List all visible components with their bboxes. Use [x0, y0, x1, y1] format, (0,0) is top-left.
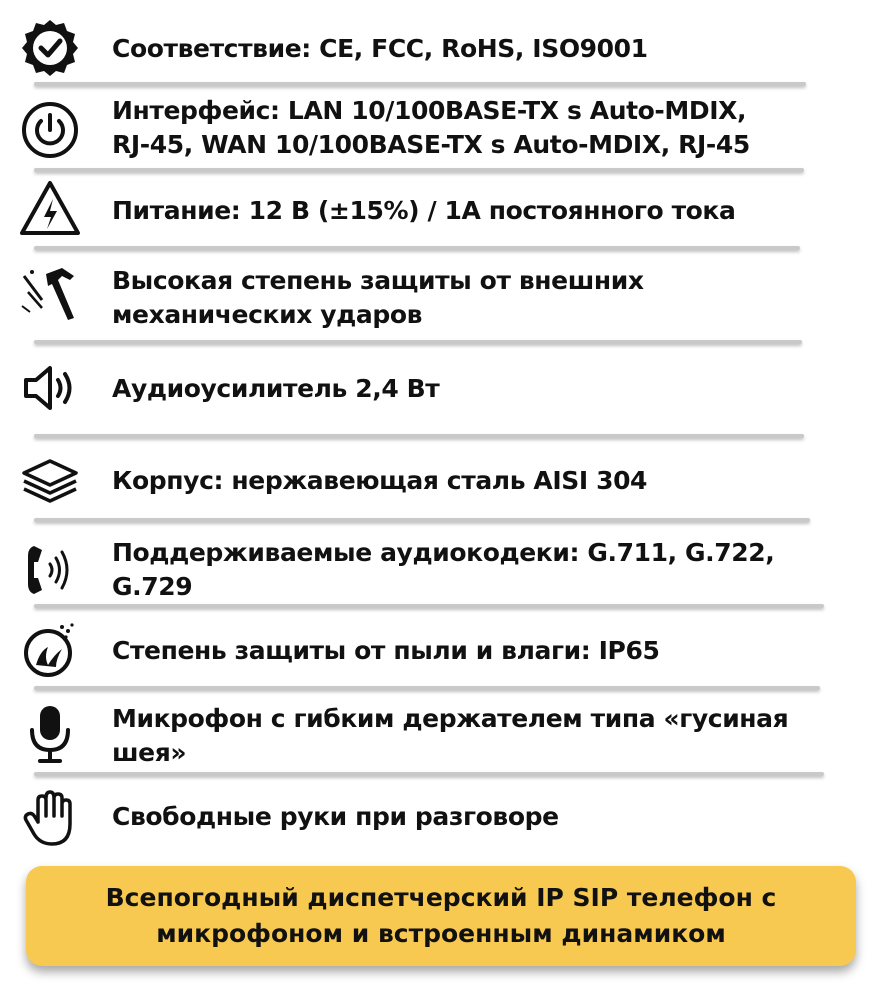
- hammer-impact-icon: [18, 262, 82, 326]
- divider: [34, 434, 804, 438]
- banner-text: микрофоном и встроенным динамиком: [156, 919, 726, 948]
- feature-text: Аудиоусилитель 2,4 Вт: [112, 374, 440, 403]
- certified-check-icon: [18, 16, 82, 80]
- divider: [34, 518, 810, 522]
- divider: [34, 340, 802, 344]
- feature-text: Высокая степень защиты от внешних: [112, 266, 644, 295]
- high-voltage-warning-icon: [18, 177, 82, 241]
- feature-text: Микрофон с гибким держателем типа «гусиная: [112, 704, 789, 733]
- feature-text: RJ-45, WAN 10/100BASE-TX s Auto-MDIX, RJ-45: [112, 130, 750, 159]
- feature-text: Свободные руки при разговоре: [112, 802, 559, 831]
- feature-text: Степень защиты от пыли и влаги: IP65: [112, 636, 660, 665]
- banner-text: Всепогодный диспетчерский IP SIP телефон с: [105, 883, 777, 912]
- hand-icon: [18, 786, 82, 850]
- product-title-banner: [26, 866, 856, 966]
- layers-icon: [18, 449, 82, 513]
- microphone-icon: [18, 702, 82, 766]
- feature-text: механических ударов: [112, 300, 423, 329]
- divider: [34, 168, 804, 172]
- feature-text: G.729: [112, 572, 193, 601]
- divider: [34, 686, 820, 690]
- feature-text: Корпус: нержавеющая сталь AISI 304: [112, 466, 648, 495]
- divider: [34, 772, 824, 776]
- divider: [34, 604, 824, 608]
- divider: [34, 82, 806, 86]
- dust-water-protection-icon: [18, 617, 82, 681]
- feature-text: Соответствие: CE, FCC, RoHS, ISO9001: [112, 34, 648, 63]
- feature-text: Питание: 12 В (±15%) / 1А постоянного тока: [112, 196, 736, 225]
- divider: [34, 246, 800, 250]
- power-icon: [18, 98, 82, 162]
- phone-ringing-icon: [18, 538, 82, 602]
- speaker-volume-icon: [18, 356, 82, 420]
- feature-text: Интерфейс: LAN 10/100BASE-TX s Auto-MDIX,: [112, 96, 747, 125]
- feature-text: Поддерживаемые аудиокодеки: G.711, G.722,: [112, 538, 775, 567]
- feature-text: шея»: [112, 738, 187, 767]
